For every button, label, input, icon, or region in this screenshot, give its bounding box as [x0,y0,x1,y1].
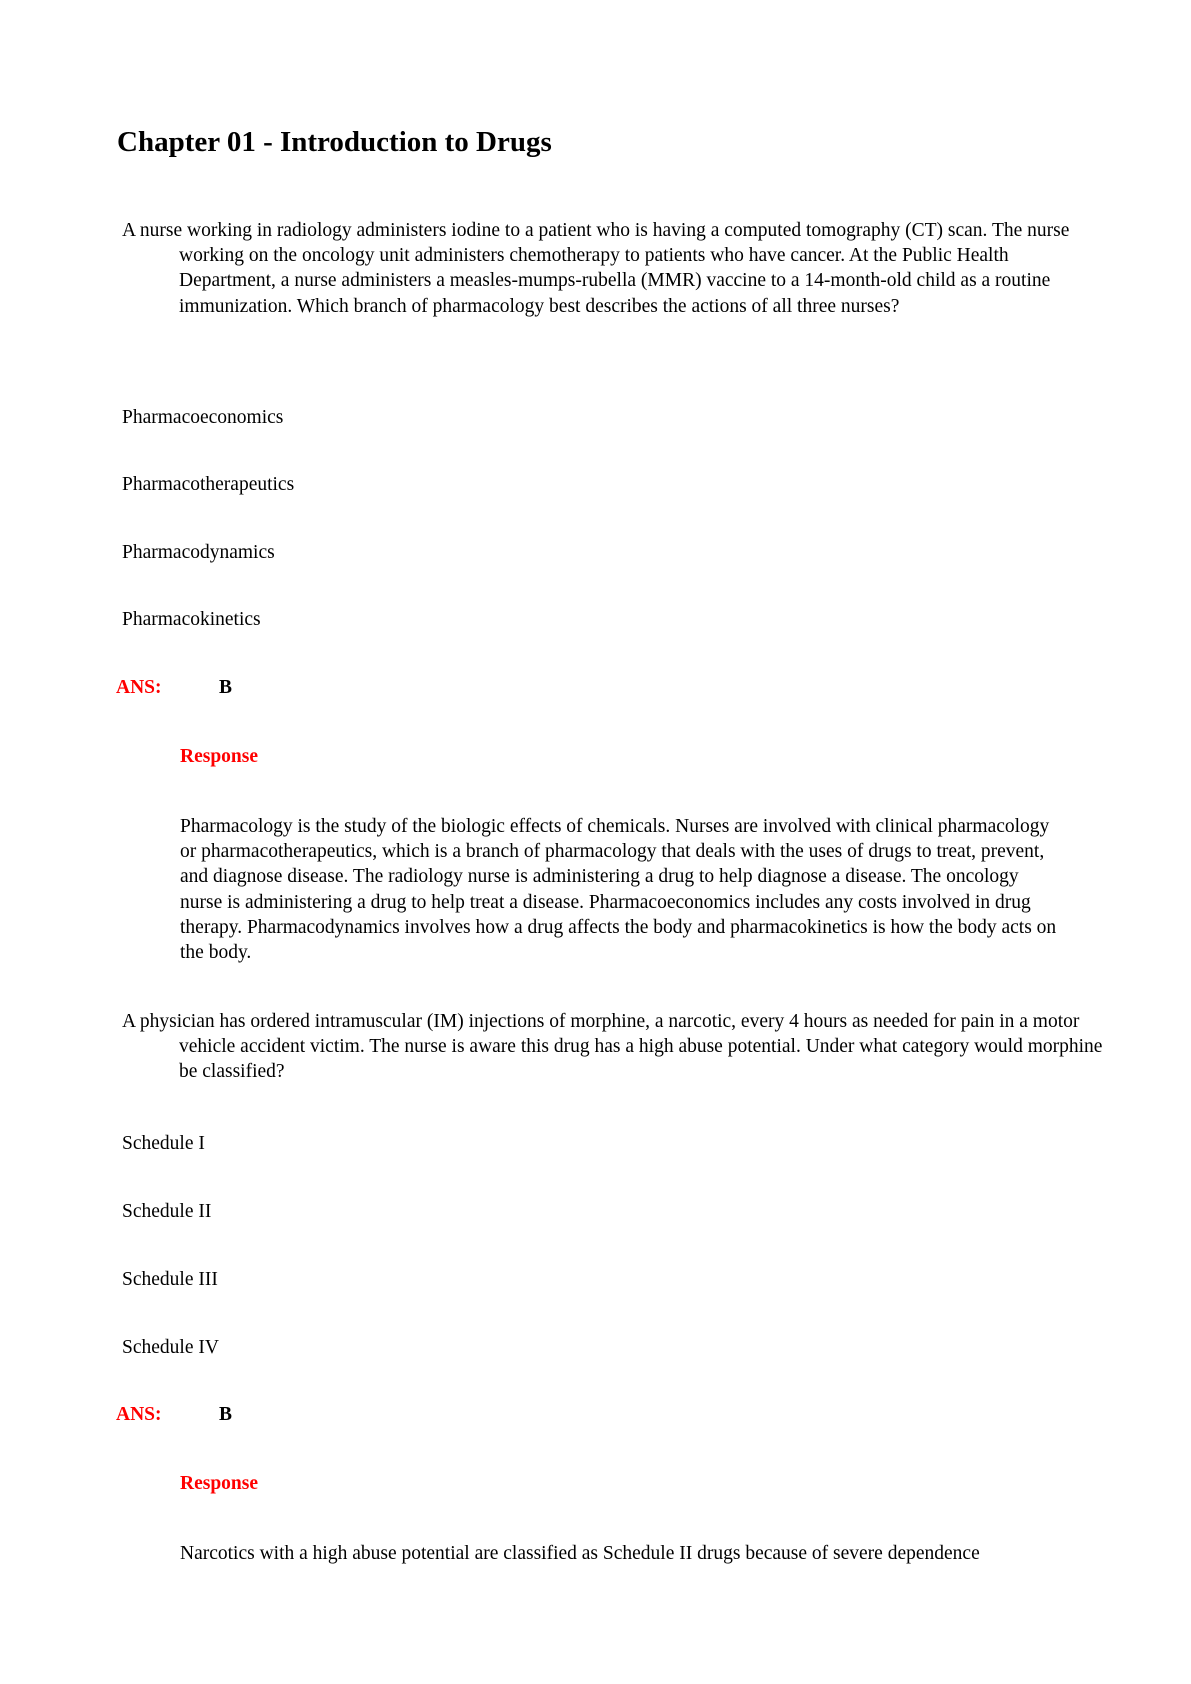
question-1-option-d: Pharmacokinetics [122,609,261,630]
question-1-answer: B [219,677,233,698]
question-2-response-heading: Response [180,1473,259,1494]
question-1-ans-label: ANS: [116,677,162,698]
question-1-stem: A nurse working in radiology administers iodine to a patient who is having a computed tomography (CT) scan. The nurse working on the oncology unit administers chemotherapy to patients who have cancer. At the Public Health Department, a nurse administers a measles-mumps-rubella (MMR) vaccine to a 14-month-old child as a routine immunization. Which branch of pharmacology best describes the actions of all three nurses? [122,220,1070,317]
question-2-option-b: Schedule II [122,1201,212,1222]
question-2-stem: A physician has ordered intramuscular (IM) injections of morphine, a narcotic, every 4 hours as needed for pain in a motor vehicle accident victim. The nurse is aware this drug has a high abuse potential. Under what category would morphine be classified? [122,1011,1103,1083]
question-2-answer: B [219,1404,233,1425]
question-1-rationale: Pharmacology is the study of the biologic effects of chemicals. Nurses are involved with clinical pharmacology or pharmacotherapeutics, which is a branch of pharmacology that deals with the uses of drugs to treat, prevent, and diagnose disease. The radiology nurse is administering a drug to help diagnose a disease. The oncology nurse is administering a drug to help treat a disease. Pharmacoeconomics includes any costs involved in drug therapy. Pharmacodynamics involves how a drug affects the body and pharmacokinetics is how the body acts on the body. [180,816,1057,964]
question-1-option-c: Pharmacodynamics [122,542,275,563]
question-2-option-d: Schedule IV [122,1337,219,1358]
question-1-option-b: Pharmacotherapeutics [122,474,295,495]
chapter-title: Chapter 01 - Introduction to Drugs [117,126,552,158]
question-1-option-a: Pharmacoeconomics [122,407,284,428]
question-2-option-c: Schedule III [122,1269,218,1290]
question-2-option-a: Schedule I [122,1133,205,1154]
question-2-rationale: Narcotics with a high abuse potential are classified as Schedule II drugs because of severe dependence [180,1543,980,1564]
question-1-response-heading: Response [180,746,259,767]
question-2-ans-label: ANS: [116,1404,162,1425]
